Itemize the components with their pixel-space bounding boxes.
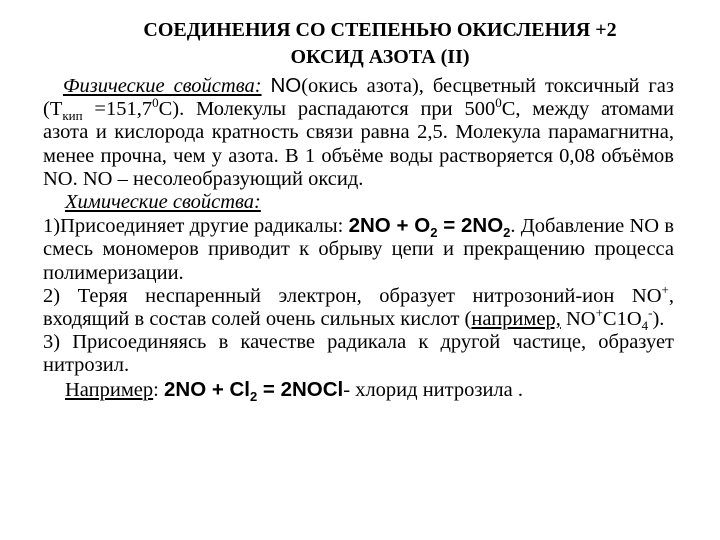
example-label-2: например, xyxy=(471,308,561,331)
chemical-item-1: 1)Присоединяет другие радикалы: $2NO + O_2 = 2NO_2$. Добавление NO в смесь мономеров приводит к обрыву цепи и прекращению процесса полимеризации. xyxy=(43,214,674,284)
chemical-properties-heading: Химические свойства: xyxy=(65,191,261,214)
example-line: Например: $2NO + Cl_2$ = 2NOCl- хлорид нитрозила . xyxy=(65,377,524,404)
example-label: Например xyxy=(65,378,154,401)
chemical-item-2: 2) Теряя неспаренный электрон, образует нитрозоний-ион NO+, входящий в состав солей очень сильных кислот (например, $NO^+C1O_4^-$). xyxy=(43,282,674,334)
equation-no-o2: $2NO + O_2 = 2NO_2$ xyxy=(348,214,511,241)
physical-properties-heading: Физические свойства: xyxy=(63,75,262,97)
physical-properties-paragraph: Физические свойства: NO(окись азота), бесцветный токсичный газ $(Т_{кип} =151,7^0С)$. Молекулы распадаются при $500^0С$, между атомами азота и кислорода кратность связи равна 2,5. Молекула парамагнитна, менее прочна, чем у азота. В 1 объёме воды растворяется 0,08 объёмов NO. NO – несолеобразующий оксид. xyxy=(43,74,674,190)
no-formula: NO xyxy=(270,74,302,97)
slide-title-line1: СОЕДИНЕНИЯ СО СТЕПЕНЬЮ ОКИСЛЕНИЯ +2 xyxy=(143,19,617,41)
equation-no-cl2: $2NO + Cl_2$ = 2NOCl xyxy=(163,377,344,404)
chemical-properties-heading-line xyxy=(43,191,674,214)
slide-body xyxy=(43,74,674,402)
slide-title-line2: ОКСИД АЗОТА (II) xyxy=(290,46,470,68)
chemical-item-3: 3) Присоединяясь в качестве радикала к другой частице, образует нитрозил. xyxy=(43,331,674,377)
